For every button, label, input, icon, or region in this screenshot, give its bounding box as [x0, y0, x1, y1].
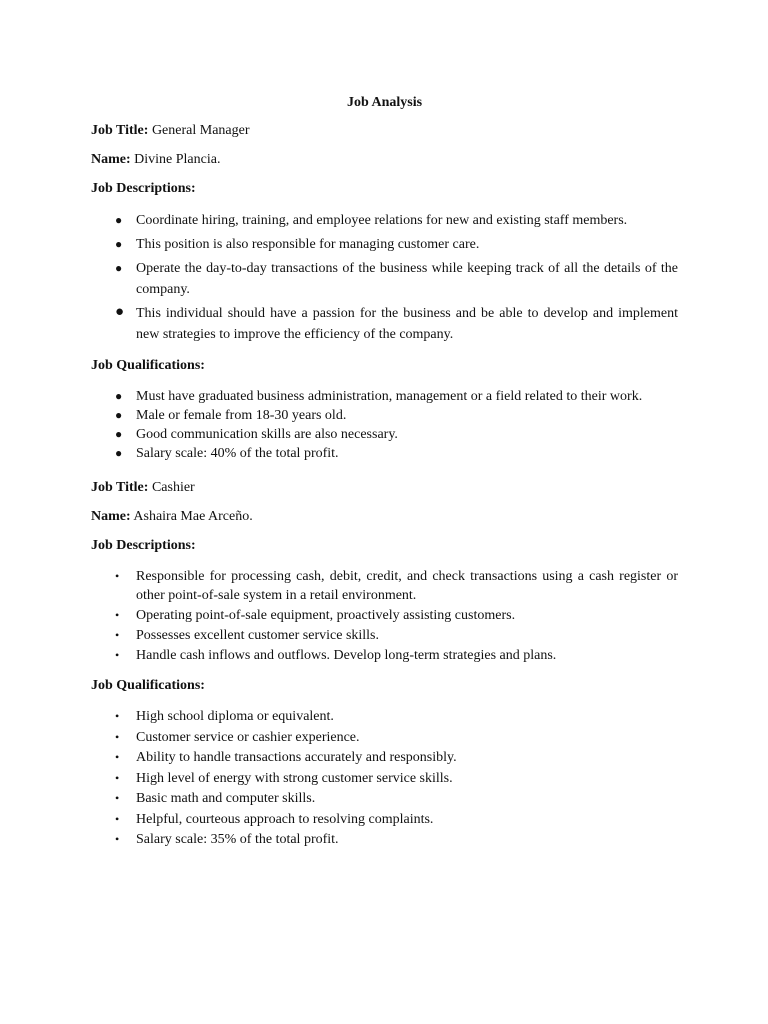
job-descriptions-list — [91, 210, 678, 345]
job-qualifications-list — [91, 387, 678, 463]
list-item-text: Responsible for processing cash, debit, credit, and check transactions using a cash register or other point-of-sale system in a retail environment. — [136, 569, 678, 603]
list-item — [91, 444, 678, 463]
document-title: Job Analysis — [346, 95, 423, 110]
bullet-icon: ● — [115, 304, 125, 320]
bullet-icon: ● — [115, 213, 123, 227]
bullet-icon: ● — [115, 261, 123, 275]
list-item-text: High level of energy with strong customer service skills. — [136, 770, 453, 786]
list-item — [91, 606, 678, 625]
list-item — [91, 626, 678, 645]
list-item — [91, 646, 678, 665]
list-item-text: Basic math and computer skills. — [136, 791, 316, 806]
list-item-text: Salary scale: 40% of the total profit. — [136, 446, 339, 461]
job-qualifications-list — [91, 707, 678, 849]
list-item-text: Male or female from 18-30 years old. — [136, 408, 347, 423]
bullet-icon: • — [115, 608, 120, 622]
list-item — [91, 728, 678, 747]
list-item-text: This position is also responsible for managing customer care. — [136, 237, 480, 252]
job-title-label: Job Title: — [91, 123, 149, 138]
job-qualifications-heading: Job Qualifications: — [91, 358, 205, 373]
list-item-text: Helpful, courteous approach to resolving complaints. — [136, 811, 434, 827]
list-item — [91, 830, 678, 849]
job-descriptions-heading: Job Descriptions: — [91, 181, 196, 196]
bullet-icon: • — [115, 791, 120, 805]
list-item-text: Coordinate hiring, training, and employee relations for new and existing staff members. — [136, 213, 628, 228]
bullet-icon: • — [115, 648, 120, 662]
bullet-icon: • — [115, 729, 120, 744]
list-item-text: Possesses excellent customer service skills. — [136, 628, 380, 643]
list-item-text: Good communication skills are also necessary. — [136, 427, 398, 442]
name-value: Ashaira Mae Arceño. — [133, 509, 253, 524]
bullet-icon: • — [115, 832, 120, 846]
bullet-icon: ● — [115, 237, 123, 251]
job-descriptions-list — [91, 567, 678, 665]
bullet-icon: • — [115, 750, 120, 764]
list-item-text: This individual should have a passion for the business and be able to develop and implement new strategies to improve the efficiency of the company. — [136, 306, 678, 342]
bullet-icon: • — [115, 628, 120, 642]
job-descriptions-heading: Job Descriptions: — [91, 538, 196, 553]
bullet-icon: • — [115, 811, 120, 826]
list-item — [91, 406, 678, 425]
list-item — [91, 707, 678, 726]
list-item — [91, 210, 678, 231]
list-item — [91, 789, 678, 808]
list-item — [91, 387, 678, 406]
name-field — [91, 151, 678, 169]
list-item-text: Operate the day-to-day transactions of the business while keeping track of all the details of the company. — [136, 261, 678, 297]
list-item — [91, 748, 678, 767]
list-item-text: Must have graduated business administration, management or a field related to their work. — [136, 389, 643, 404]
job-title-value: General Manager — [151, 123, 250, 138]
list-item — [91, 769, 678, 788]
list-item — [91, 425, 678, 444]
name-field — [91, 508, 678, 526]
list-item-text: Customer service or cashier experience. — [136, 729, 360, 745]
bullet-icon: ● — [115, 446, 123, 460]
list-item — [91, 258, 678, 300]
list-item — [91, 303, 678, 345]
name-value: Divine Plancia. — [134, 152, 221, 167]
job-title-field — [91, 479, 678, 497]
list-item-text: High school diploma or equivalent. — [136, 709, 334, 724]
list-item-text: Handle cash inflows and outflows. Develop long-term strategies and plans. — [136, 648, 557, 663]
list-item — [91, 234, 678, 255]
bullet-icon: • — [115, 709, 120, 723]
job-qualifications-heading: Job Qualifications: — [91, 678, 205, 693]
job-title-value: Cashier — [151, 480, 195, 495]
bullet-icon: • — [115, 569, 120, 583]
bullet-icon: • — [115, 770, 120, 785]
list-item-text: Operating point-of-sale equipment, proactively assisting customers. — [136, 608, 516, 623]
bullet-icon: ● — [115, 408, 123, 422]
list-item — [91, 810, 678, 829]
list-item-text: Ability to handle transactions accurately and responsibly. — [136, 750, 457, 765]
job-title-label: Job Title: — [91, 480, 149, 495]
name-label: Name: — [91, 152, 131, 167]
name-label: Name: — [91, 509, 131, 524]
bullet-icon: ● — [115, 427, 123, 441]
job-title-field — [91, 122, 678, 140]
list-item-text: Salary scale: 35% of the total profit. — [136, 832, 339, 847]
bullet-icon: ● — [115, 389, 123, 403]
list-item — [91, 567, 678, 605]
